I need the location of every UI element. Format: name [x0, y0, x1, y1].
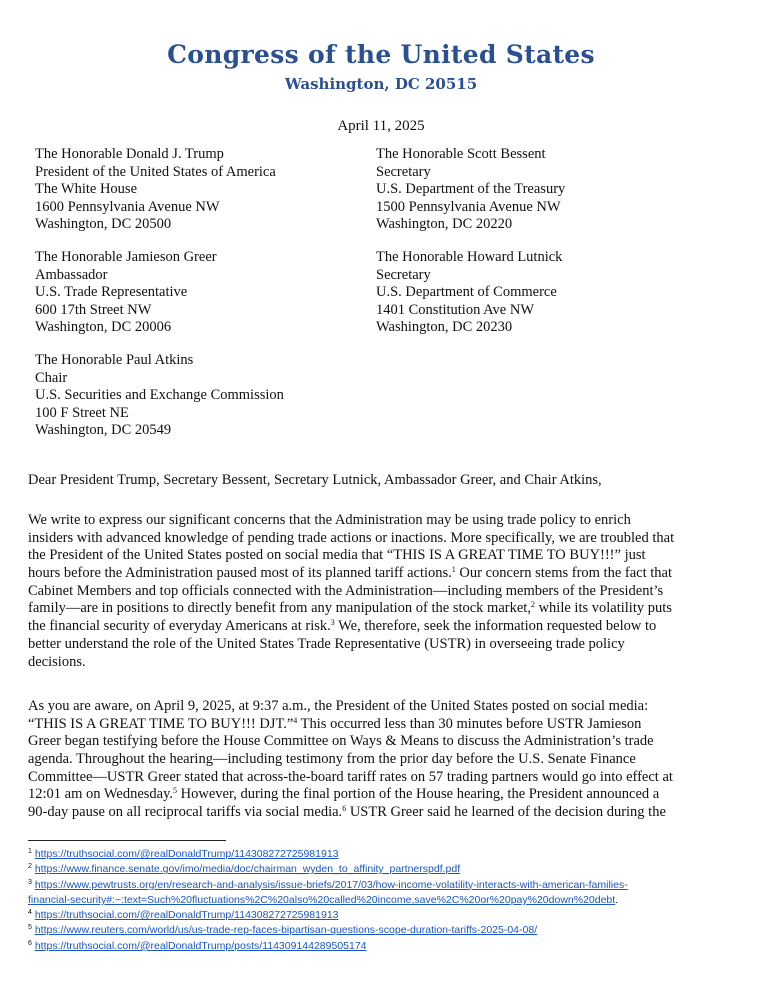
footnote-link[interactable]: https://truthsocial.com/@realDonaldTrump/114308272725981913 — [34, 909, 339, 922]
address-line: Washington, DC 20549 — [35, 422, 172, 439]
footnote-ref: 5 — [173, 786, 178, 796]
footnote-ref: 1 — [451, 565, 456, 575]
address-line: Washington, DC 20006 — [35, 319, 172, 336]
letterhead-title: Congress of the United States — [167, 40, 595, 69]
footnote-5 — [28, 923, 728, 938]
address-line: Secretary — [376, 266, 431, 283]
address-line: 1401 Constitution Ave NW — [376, 301, 535, 318]
text-segment: “THIS IS A GREAT TIME TO BUY!!! DJT.” — [28, 715, 294, 732]
addressee-trump — [35, 146, 276, 234]
text-segment: while its volatility puts — [534, 600, 672, 617]
address-line: The Honorable Scott Bessent — [376, 146, 546, 162]
salutation: Dear President Trump, Secretary Bessent, Secretary Lutnick, Ambassador Greer, and Chair Atkins, — [28, 472, 602, 488]
letterhead — [0, 40, 762, 94]
text-line — [28, 786, 718, 804]
letter-date: April 11, 2025 — [337, 118, 425, 134]
text-segment: 90-day pause on all reciprocal tariffs via social media. — [28, 804, 343, 821]
footnote-link[interactable]: https://www.reuters.com/world/us/us-trade-rep-faces-bipartisan-questions-scope-duration-tariffs-2025-04-08/ — [34, 924, 538, 937]
address-line: Chair — [35, 369, 68, 386]
address-line: The Honorable Howard Lutnick — [376, 249, 563, 265]
address-line: 600 17th Street NW — [35, 301, 152, 318]
text-line — [28, 618, 718, 636]
text-line: decisions. — [28, 653, 86, 670]
address-line: The Honorable Paul Atkins — [35, 352, 194, 368]
address-line: 1500 Pennsylvania Avenue NW — [376, 198, 561, 215]
text-line: Committee—USTR Greer stated that across-the-board tariff rates on 57 trading partners would go into effect at — [28, 768, 673, 785]
footnote-number: 3 — [28, 878, 32, 886]
address-line: Washington, DC 20220 — [376, 216, 513, 233]
address-line: The White House — [35, 181, 138, 198]
letterhead-subtitle: Washington, DC 20515 — [284, 75, 478, 93]
footnote-ref: 4 — [293, 715, 298, 725]
address-line: President of the United States of America — [35, 163, 276, 180]
footnote-number: 1 — [28, 848, 32, 855]
footnote-3-continued — [28, 893, 728, 908]
text-line: Greer began testifying before the House Committee on Ways & Means to discuss the Administration’s trade — [28, 733, 654, 750]
footnotes — [28, 847, 728, 954]
footnote-link[interactable]: https://truthsocial.com/@realDonaldTrump/114308272725981913 — [34, 848, 339, 860]
addressee-lutnick — [376, 249, 562, 337]
footnote-number: 4 — [28, 909, 32, 917]
addressee-atkins — [35, 352, 284, 440]
footnote-trailing-period: . — [615, 893, 619, 906]
text-line — [28, 565, 718, 583]
footnote-2 — [28, 862, 728, 877]
footnote-3 — [28, 878, 728, 893]
address-line: Secretary — [376, 163, 431, 180]
address-line: The Honorable Jamieson Greer — [35, 249, 217, 265]
text-segment: USTR Greer said he learned of the decision during the — [346, 804, 666, 821]
text-segment: Our concern stems from the fact that — [455, 565, 672, 582]
address-line: U.S. Trade Representative — [35, 284, 188, 301]
text-line: We write to express our significant concerns that the Administration may be using trade policy to enrich — [28, 512, 631, 528]
text-line: insiders with advanced knowledge of pending trade actions or inactions. More specifically, we are troubled that — [28, 529, 675, 546]
text-segment: the financial security of everyday Americans at risk. — [28, 618, 331, 635]
footnote-6 — [28, 939, 728, 954]
address-line: 100 F Street NE — [35, 404, 129, 421]
footnote-ref: 2 — [530, 600, 535, 610]
footnote-number: 5 — [28, 924, 32, 932]
footnote-number: 6 — [28, 939, 32, 947]
address-line: The Honorable Donald J. Trump — [35, 146, 224, 162]
text-line: Cabinet Members and top officials connected with the Administration—including members of the President’s — [28, 582, 664, 599]
text-segment: 12:01 am on Wednesday. — [28, 786, 174, 803]
footnote-link[interactable]: financial-security#:~:text=Such%20fluctuations%2C%20also%20called%20income,save%2C%20or%20pay%20down%20debt — [28, 893, 616, 906]
footnote-link[interactable]: https://www.pewtrusts.org/en/research-and-analysis/issue-briefs/2017/03/how-income-volatility-interacts-with-american-families- — [34, 878, 628, 891]
text-line: the President of the United States posted on social media that “THIS IS A GREAT TIME TO BUY!!!” just — [28, 547, 646, 564]
address-line: U.S. Securities and Exchange Commission — [35, 387, 284, 404]
footnote-link[interactable]: https://truthsocial.com/@realDonaldTrump/posts/114309144289505174 — [34, 939, 367, 952]
footnote-ref: 6 — [342, 804, 347, 814]
text-segment: However, during the final portion of the House hearing, the President announced a — [177, 786, 660, 803]
footnote-1 — [28, 847, 728, 862]
address-line: Washington, DC 20500 — [35, 216, 172, 233]
text-segment: hours before the Administration paused most of its planned tariff actions. — [28, 565, 452, 582]
address-line: Ambassador — [35, 266, 108, 283]
footnote-4 — [28, 908, 728, 923]
text-line — [28, 600, 718, 618]
text-line — [28, 804, 718, 822]
address-line: U.S. Department of Commerce — [376, 284, 557, 301]
text-line: As you are aware, on April 9, 2025, at 9:37 a.m., the President of the United States posted on social media: — [28, 698, 649, 714]
address-line: Washington, DC 20230 — [376, 319, 513, 336]
footnote-ref: 3 — [330, 618, 335, 628]
paragraph-1 — [28, 512, 718, 671]
address-line: 1600 Pennsylvania Avenue NW — [35, 198, 220, 215]
footnote-link[interactable]: https://www.finance.senate.gov/imo/media/doc/chairman_wyden_to_affinity_partnerspdf.pdf — [34, 863, 461, 876]
addressee-greer — [35, 249, 217, 337]
footnote-number: 2 — [28, 863, 32, 871]
address-line: U.S. Department of the Treasury — [376, 181, 566, 198]
addressee-bessent — [376, 146, 565, 234]
footnote-divider — [28, 840, 226, 841]
text-line — [28, 716, 718, 734]
text-line: agenda. Throughout the hearing—including testimony from the prior day before the U.S. Senate Finance — [28, 751, 636, 768]
text-segment: family—are in positions to directly benefit from any manipulation of the stock market, — [28, 600, 531, 617]
text-segment: We, therefore, seek the information requested below to — [334, 618, 657, 635]
text-segment: This occurred less than 30 minutes before USTR Jamieson — [297, 715, 642, 732]
text-line: better understand the role of the United States Trade Representative (USTR) in overseeing trade policy — [28, 635, 625, 652]
paragraph-2 — [28, 698, 718, 822]
